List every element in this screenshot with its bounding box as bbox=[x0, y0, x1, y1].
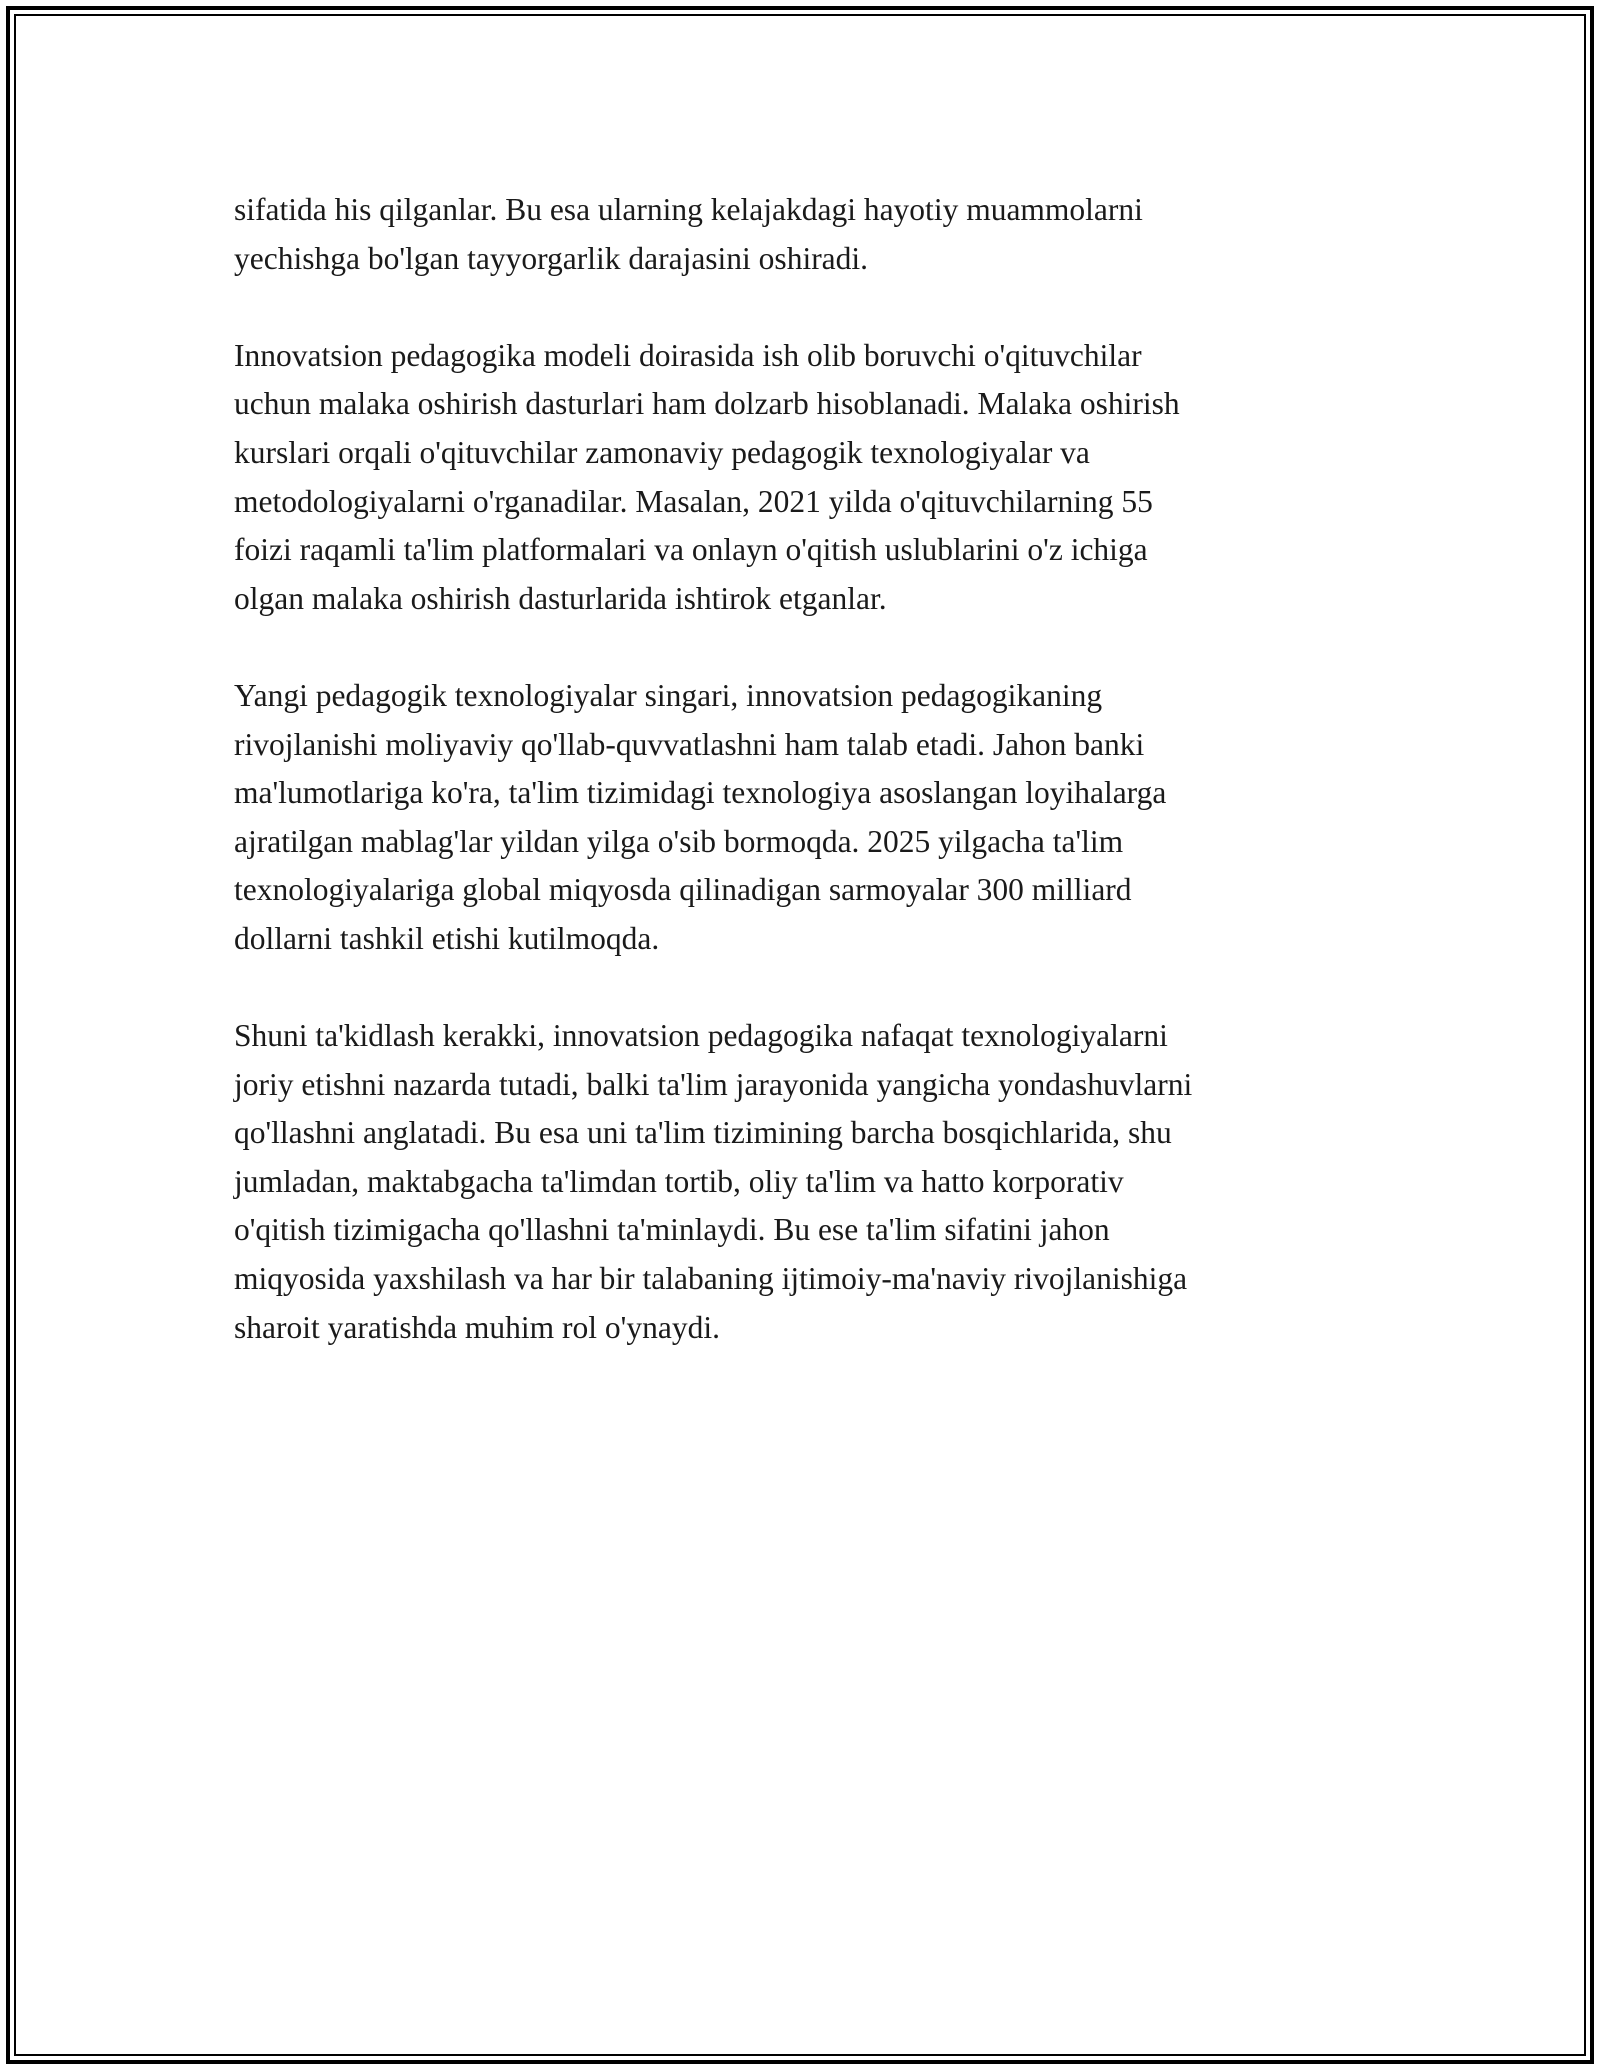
document-body bbox=[234, 186, 1364, 1401]
paragraph-3: Yangi pedagogik texnologiyalar singari, innovatsion pedagogikaning rivojlanishi moliyaviy qo'llab-quvvatlashni ham talab etadi. Jahon banki ma'lumotlariga ko'ra, ta'lim tizimidagi texnologiya asoslangan loyihalarga ajratilgan mablag'lar yildan yilga o'sib bormoqda. 2025 yilgacha ta'lim texnologiyalariga global miqyosda qilinadigan sarmoyalar 300 milliard dollarni tashkil etishi kutilmoqda. bbox=[234, 677, 1167, 956]
paragraph-4: Shuni ta'kidlash kerakki, innovatsion pedagogika nafaqat texnologiyalarni joriy etishni nazarda tutadi, balki ta'lim jarayonida yangicha yondashuvlarni qo'llashni anglatadi. Bu esa uni ta'lim tizimining barcha bosqichlarida, shu jumladan, maktabgacha ta'limdan tortib, oliy ta'lim va hatto korporativ o'qitish tizimigacha qo'llashni ta'minlaydi. Bu ese ta'lim sifatini jahon miqyosida yaxshilash va har bir talabaning ijtimoiy-ma'naviy rivojlanishiga sharoit yaratishda muhim rol o'ynaydi. bbox=[234, 1018, 1193, 1345]
paragraph-1: sifatida his qilganlar. Bu esa ularning kelajakdagi hayotiy muammolarni yechishga bo'lgan tayyorgarlik darajasini oshiradi. bbox=[234, 192, 1143, 276]
paragraph-2: Innovatsion pedagogika modeli doirasida ish olib boruvchi o'qituvchilar uchun malaka oshirish dasturlari ham dolzarb hisoblanadi. Malaka oshirish kurslari orqali o'qituvchilar zamonaviy pedagogik texnologiyalar va metodologiyalarni o'rganadilar. Masalan, 2021 yilda o'qituvchilarning 55 foizi raqamli ta'lim platformalari va onlayn o'qitish uslublarini o'z ichiga olgan malaka oshirish dasturlarida ishtirok etganlar. bbox=[234, 337, 1180, 616]
